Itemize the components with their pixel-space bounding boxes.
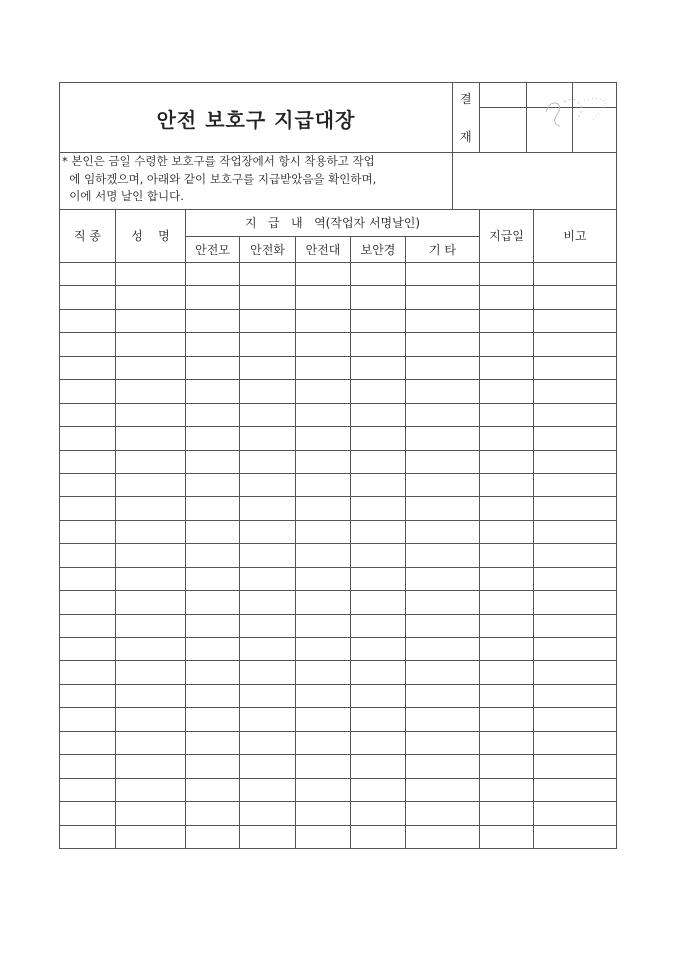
row-line bbox=[59, 450, 617, 451]
row-line bbox=[59, 426, 617, 427]
header-bottom-line bbox=[59, 262, 617, 263]
row-line bbox=[59, 285, 617, 286]
column-line bbox=[185, 210, 186, 848]
row-line bbox=[59, 801, 617, 802]
row-line bbox=[59, 473, 617, 474]
row-line bbox=[59, 637, 617, 638]
approval-label-top: 결 bbox=[460, 92, 472, 106]
row-line bbox=[59, 332, 617, 333]
row-line bbox=[59, 590, 617, 591]
header-other: 기 타 bbox=[429, 242, 456, 257]
column-line bbox=[295, 236, 296, 848]
row-line bbox=[59, 684, 617, 685]
row-line bbox=[59, 614, 617, 615]
row-line bbox=[59, 543, 617, 544]
row-line bbox=[59, 731, 617, 732]
row-line bbox=[59, 778, 617, 779]
column-line bbox=[350, 236, 351, 848]
approval-label-line bbox=[479, 82, 480, 152]
page-title: 안전 보호구 지급대장 bbox=[156, 107, 356, 132]
frame-right bbox=[616, 82, 617, 849]
row-line bbox=[59, 567, 617, 568]
header-belt: 안전대 bbox=[305, 242, 341, 257]
row-line bbox=[59, 379, 617, 380]
header-issue-details: 지 급 내 역(작업자 서명날인) bbox=[244, 216, 421, 230]
header-name: 성 명 bbox=[131, 229, 170, 243]
frame-bottom bbox=[59, 848, 617, 849]
row-line bbox=[59, 825, 617, 826]
column-line bbox=[405, 236, 406, 848]
header-goggles: 보안경 bbox=[360, 242, 396, 257]
header-job: 직 종 bbox=[74, 229, 101, 243]
row-line bbox=[59, 754, 617, 755]
row-line bbox=[59, 707, 617, 708]
row-line bbox=[59, 403, 617, 404]
header-helmet: 안전모 bbox=[195, 242, 230, 257]
column-line bbox=[533, 210, 534, 848]
frame-left bbox=[59, 82, 60, 849]
column-line bbox=[115, 210, 116, 848]
notice-text: * 본인은 금일 수령한 보호구를 작업장에서 항시 착용하고 작업 에 임하겠으며, 아래와 같이 보호구를 지급받았음을 확인하며, 이에 서명 날인 합니다. bbox=[62, 154, 377, 203]
frame-top bbox=[59, 82, 617, 83]
column-line bbox=[239, 236, 240, 848]
approval-col1-line bbox=[526, 82, 527, 152]
row-line bbox=[59, 356, 617, 357]
row-line bbox=[59, 309, 617, 310]
signature-mark bbox=[540, 90, 612, 138]
column-line bbox=[479, 210, 480, 848]
row-line bbox=[59, 660, 617, 661]
header-date: 지급일 bbox=[489, 229, 524, 243]
header-remarks: 비고 bbox=[563, 229, 587, 243]
row-line bbox=[59, 520, 617, 521]
header-shoes: 안전화 bbox=[250, 242, 285, 257]
approval-label-bottom: 재 bbox=[460, 130, 472, 144]
row-line bbox=[59, 496, 617, 497]
